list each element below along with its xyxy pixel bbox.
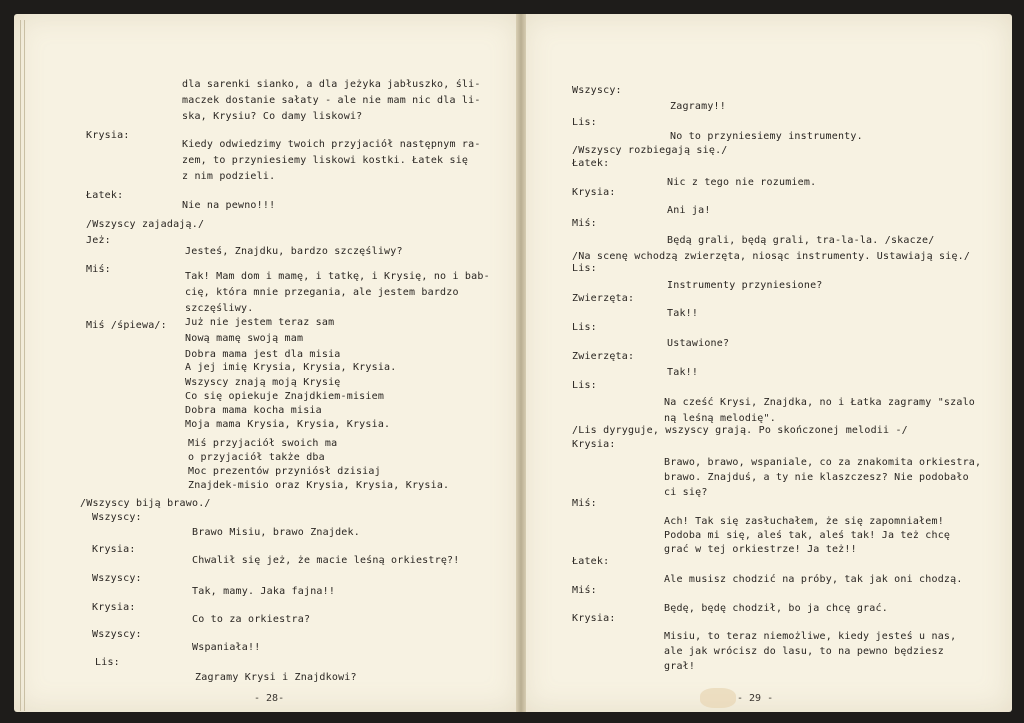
text-line: Dobra mama jest dla misia (185, 349, 341, 360)
text-line: grał! (664, 661, 696, 672)
text-line: Krysia: (572, 187, 616, 198)
text-line: o przyjaciół także dba (188, 452, 325, 463)
text-line: Miś /śpiewa/: (86, 320, 167, 331)
text-line: Co to za orkiestra? (192, 614, 311, 625)
text-line: Lis: (572, 380, 597, 391)
text-line: Kiedy odwiedzimy twoich przyjaciół następnym ra- (182, 139, 481, 150)
text-line: Nową mamę swoją mam (185, 333, 304, 344)
text-line: Lis: (95, 657, 120, 668)
text-line: /Wszyscy biją brawo./ (80, 498, 211, 509)
text-line: Tak! Mam dom i mamę, i tatkę, i Krysię, no i bab- (185, 271, 490, 282)
text-line: Jesteś, Znajdku, bardzo szczęśliwy? (185, 246, 403, 257)
text-line: z nim podzieli. (182, 171, 276, 182)
text-line: Już nie jestem teraz sam (185, 317, 335, 328)
text-line: A jej imię Krysia, Krysia, Krysia. (185, 362, 397, 373)
text-line: Miś: (572, 585, 597, 596)
text-line: Ale musisz chodzić na próby, tak jak oni chodzą. (664, 574, 963, 585)
text-line: Moja mama Krysia, Krysia, Krysia. (185, 419, 391, 430)
text-line: Będą grali, będą grali, tra-la-la. /skacze/ (667, 235, 935, 246)
text-line: Tak!! (667, 367, 699, 378)
text-line: Zagramy Krysi i Znajdkowi? (195, 672, 357, 683)
text-line: Wszyscy: (92, 573, 142, 584)
text-line: Krysia: (92, 544, 136, 555)
text-line: Wszyscy znają moją Krysię (185, 377, 341, 388)
text-line: Tak!! (667, 308, 699, 319)
text-line: Łatek: (572, 556, 610, 567)
text-line: Co się opiekuje Znajdkiem-misiem (185, 391, 385, 402)
text-line: Znajdek-misio oraz Krysia, Krysia, Krysia. (188, 480, 450, 491)
text-line: Lis: (572, 263, 597, 274)
text-line: Tak, mamy. Jaka fajna!! (192, 586, 336, 597)
text-line: Zwierzęta: (572, 293, 635, 304)
text-line: maczek dostanie sałaty - ale nie mam nic dla li- (182, 95, 481, 106)
text-line: zem, to przyniesiemy liskowi kostki. Łatek się (182, 155, 469, 166)
text-line: Zagramy!! (670, 101, 726, 112)
text-line: ale jak wrócisz do lasu, to na pewno będziesz (664, 646, 944, 657)
text-line: Krysia: (86, 130, 130, 141)
text-line: Krysia: (92, 602, 136, 613)
text-line: Miś: (572, 218, 597, 229)
text-line: Miś: (86, 264, 111, 275)
text-line: Ach! Tak się zasłuchałem, że się zapomniałem! (664, 516, 944, 527)
text-line: ną leśną melodię". (664, 413, 776, 424)
text-line: cię, która mnie przegania, ale jestem bardzo (185, 287, 459, 298)
text-line: Ani ja! (667, 205, 711, 216)
text-line: Łatek: (572, 158, 610, 169)
text-line: Wszyscy: (92, 512, 142, 523)
text-line: ci się? (664, 487, 708, 498)
text-line: /Wszyscy zajadają./ (86, 219, 205, 230)
text-line: Nie na pewno!!! (182, 200, 276, 211)
book-gutter (516, 14, 526, 712)
text-line: grać w tej orkiestrze! Ja też!! (664, 544, 857, 555)
text-line: brawo. Znajduś, a ty nie klaszczesz? Nie podobało (664, 472, 969, 483)
text-line: Wszyscy: (572, 85, 622, 96)
text-line: Lis: (572, 117, 597, 128)
text-line: Krysia: (572, 613, 616, 624)
text-line: Zwierzęta: (572, 351, 635, 362)
text-line: Nic z tego nie rozumiem. (667, 177, 817, 188)
text-line: Ustawione? (667, 338, 730, 349)
text-line: No to przyniesiemy instrumenty. (670, 131, 863, 142)
text-line: szczęśliwy. (185, 303, 254, 314)
text-line: /Wszyscy rozbiegają się./ (572, 145, 728, 156)
text-line: Misiu, to teraz niemożliwe, kiedy jesteś u nas, (664, 631, 957, 642)
text-line: Instrumenty przyniesione? (667, 280, 823, 291)
text-line: /Na scenę wchodzą zwierzęta, niosąc instrumenty. Ustawiają się./ (572, 251, 971, 262)
text-line: Na cześć Krysi, Znajdka, no i Łatka zagramy "szalo (664, 397, 976, 408)
text-line: Moc prezentów przyniósł dzisiaj (188, 466, 381, 477)
page-number-left: - 28- (254, 693, 285, 704)
text-line: Będę, będę chodził, bo ja chcę grać. (664, 603, 888, 614)
page-number-right: - 29 - (737, 693, 774, 704)
text-line: Wszyscy: (92, 629, 142, 640)
text-line: Brawo Misiu, brawo Znajdek. (192, 527, 360, 538)
text-line: Podoba mi się, aleś tak, aleś tak! Ja też chcę (664, 530, 951, 541)
page-edge (24, 20, 25, 711)
paper-stain (700, 688, 736, 708)
text-line: Brawo, brawo, wspaniale, co za znakomita orkiestra, (664, 457, 982, 468)
text-line: Miś: (572, 498, 597, 509)
text-line: Łatek: (86, 190, 124, 201)
text-line: Jeż: (86, 235, 111, 246)
text-line: Dobra mama kocha misia (185, 405, 322, 416)
text-line: ska, Krysiu? Co damy liskowi? (182, 111, 363, 122)
page-edge (20, 20, 21, 711)
text-line: /Lis dyryguje, wszyscy grają. Po skończonej melodii -/ (572, 425, 908, 436)
text-line: Chwalił się jeż, że macie leśną orkiestrę?! (192, 555, 460, 566)
text-line: Lis: (572, 322, 597, 333)
text-line: Krysia: (572, 439, 616, 450)
text-line: Wspaniała!! (192, 642, 261, 653)
text-line: Miś przyjaciół swoich ma (188, 438, 338, 449)
text-line: dla sarenki sianko, a dla jeżyka jabłuszko, śli- (182, 79, 481, 90)
